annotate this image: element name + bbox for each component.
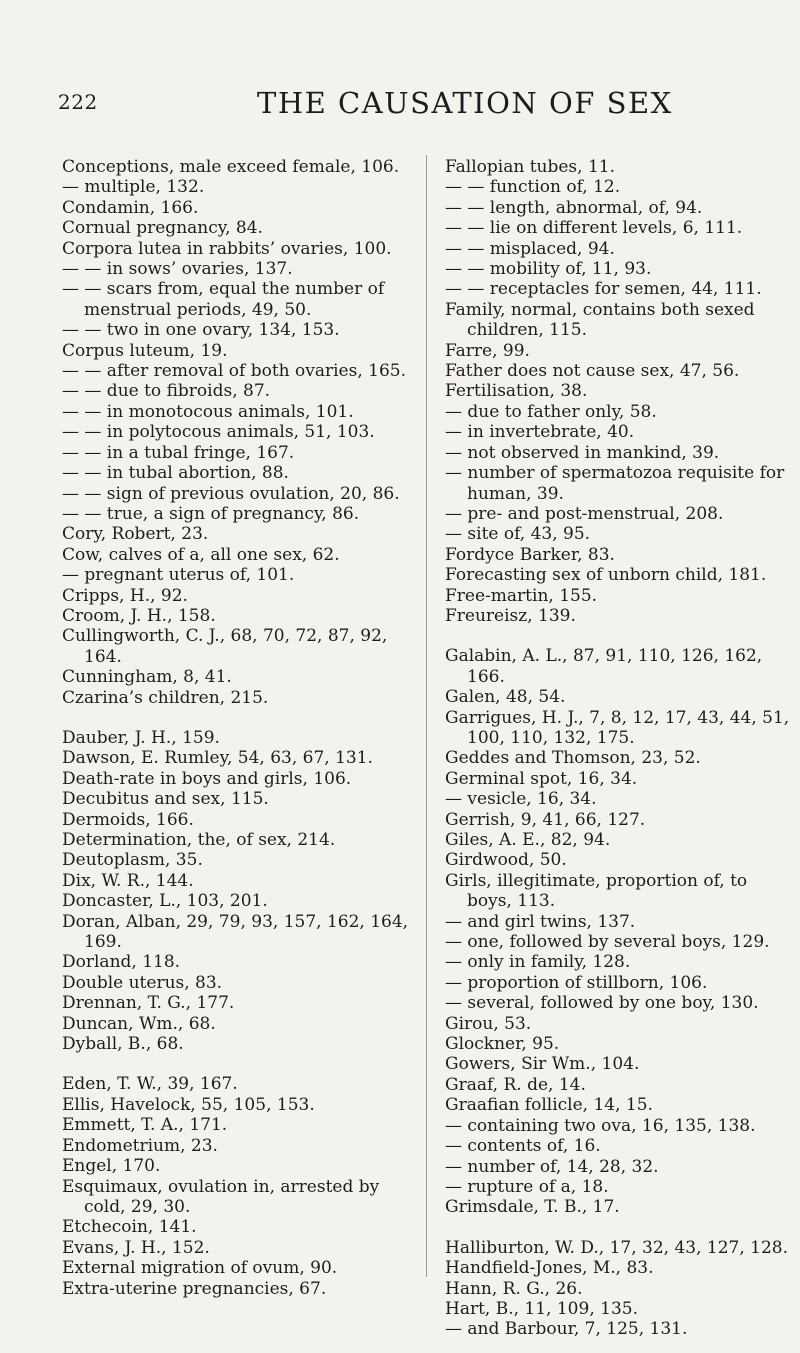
- index-entry: Gerrish, 9, 41, 66, 127.: [445, 809, 646, 830]
- index-entry: — — in tubal abortion, 88.: [62, 463, 289, 484]
- index-entry: — only in family, 128.: [445, 952, 631, 973]
- index-entry: Evans, J. H., 152.: [62, 1237, 210, 1258]
- section-gap: [62, 708, 422, 728]
- index-entry: — pregnant uterus of, 101.: [62, 565, 295, 586]
- index-entry: Giles, A. E., 82, 94.: [445, 830, 611, 850]
- index-entry: Esquimaux, ovulation in, arrested by cold, 29, 30.: [62, 1176, 380, 1217]
- index-entry: Decubitus and sex, 115.: [62, 789, 269, 810]
- index-column-left: [62, 157, 422, 1299]
- index-entry: — containing two ova, 16, 135, 138.: [445, 1115, 756, 1136]
- index-entry: Glockner, 95.: [445, 1034, 560, 1055]
- index-entry: Germinal spot, 16, 34.: [445, 768, 638, 789]
- index-entry: Emmett, T. A., 171.: [62, 1115, 228, 1136]
- index-columns: [0, 157, 800, 1340]
- index-entry: Czarina’s children, 215.: [62, 687, 269, 708]
- index-entry: Hann, R. G., 26.: [445, 1278, 583, 1299]
- index-entry: Deutoplasm, 35.: [62, 850, 203, 871]
- index-entry: — — length, abnormal, of, 94.: [445, 197, 703, 218]
- index-entry: — contents of, 16.: [445, 1136, 601, 1157]
- index-entry: — proportion of stillborn, 106.: [445, 972, 708, 993]
- index-entry: Double uterus, 83.: [62, 972, 223, 993]
- index-entry: Eden, T. W., 39, 167.: [62, 1074, 238, 1095]
- index-entry: Cunningham, 8, 41.: [62, 667, 232, 688]
- index-entry: Forecasting sex of unborn child, 181.: [445, 565, 767, 586]
- index-entry: Cripps, H., 92.: [62, 585, 188, 606]
- index-entry: Galabin, A. L., 87, 91, 110, 126, 162, 166.: [445, 646, 763, 687]
- index-entry: — — in polytocous animals, 51, 103.: [62, 422, 375, 443]
- index-entry: — multiple, 132.: [62, 177, 205, 198]
- index-entry: Galen, 48, 54.: [445, 687, 566, 708]
- index-entry: — — function of, 12.: [445, 177, 621, 198]
- index-entry: Death-rate in boys and girls, 106.: [62, 768, 352, 789]
- section-gap: [62, 1054, 422, 1074]
- index-column-right: [445, 157, 793, 1340]
- index-entry: — — sign of previous ovulation, 20, 86.: [62, 483, 400, 504]
- index-entry: Garrigues, H. J., 7, 8, 12, 17, 43, 44, 51, 100, 110, 132, 175.: [445, 707, 790, 748]
- index-entry: Graaf, R. de, 14.: [445, 1074, 586, 1095]
- index-entry: Dawson, E. Rumley, 54, 63, 67, 131.: [62, 748, 373, 769]
- index-entry: Croom, J. H., 158.: [62, 605, 216, 626]
- index-entry: Hart, B., 11, 109, 135.: [445, 1298, 638, 1319]
- index-entry: Cullingworth, C. J., 68, 70, 72, 87, 92, 164.: [62, 626, 388, 667]
- index-entry: Girdwood, 50.: [445, 850, 567, 871]
- index-entry: — number of, 14, 28, 32.: [445, 1156, 659, 1177]
- page-number: 222: [58, 90, 98, 114]
- index-entry: — rupture of a, 18.: [445, 1176, 609, 1197]
- index-entry: Doran, Alban, 29, 79, 93, 157, 162, 164, 169.: [62, 911, 409, 953]
- index-entry: Drennan, T. G., 177.: [62, 993, 235, 1014]
- index-entry: Dix, W. R., 144.: [62, 870, 194, 891]
- index-entry: — — in sows’ ovaries, 137.: [62, 259, 293, 280]
- index-entry: Fallopian tubes, 11.: [445, 157, 615, 177]
- index-entry: Dauber, J. H., 159.: [62, 727, 220, 748]
- index-entry: Free-martin, 155.: [445, 585, 598, 606]
- index-entry: External migration of ovum, 90.: [62, 1258, 338, 1279]
- index-entry: Extra-uterine pregnancies, 67.: [62, 1278, 327, 1299]
- index-entry: — — mobility of, 11, 93.: [445, 259, 652, 280]
- index-entry: Farre, 99.: [445, 340, 530, 361]
- index-entry: Endometrium, 23.: [62, 1135, 218, 1156]
- index-entry: — vesicle, 16, 34.: [445, 789, 597, 810]
- index-entry: Duncan, Wm., 68.: [62, 1013, 216, 1034]
- index-entry: — not observed in mankind, 39.: [445, 442, 720, 463]
- index-entry: — — after removal of both ovaries, 165.: [62, 361, 406, 382]
- index-entry: Doncaster, L., 103, 201.: [62, 891, 268, 912]
- index-entry: Girls, illegitimate, proportion of, to boys, 113.: [445, 870, 748, 912]
- section-gap: [445, 1218, 793, 1238]
- index-entry: — pre- and post-menstrual, 208.: [445, 503, 724, 524]
- index-entry: Handfield-Jones, M., 83.: [445, 1258, 654, 1279]
- index-entry: — due to father only, 58.: [445, 401, 657, 422]
- index-entry: Etchecoin, 141.: [62, 1217, 197, 1238]
- index-entry: Gowers, Sir Wm., 104.: [445, 1054, 640, 1075]
- index-entry: Condamin, 166.: [62, 197, 199, 218]
- index-entry: Determination, the, of sex, 214.: [62, 830, 336, 850]
- index-entry: Dermoids, 166.: [62, 809, 194, 830]
- index-entry: Conceptions, male exceed female, 106.: [62, 157, 400, 177]
- index-entry: Halliburton, W. D., 17, 32, 43, 127, 128.: [445, 1237, 789, 1258]
- running-head-title: THE CAUSATION OF SEX: [257, 86, 673, 120]
- index-entry: Fertilisation, 38.: [445, 381, 588, 402]
- index-entry: Cornual pregnancy, 84.: [62, 218, 263, 239]
- index-entry: Fordyce Barker, 83.: [445, 544, 615, 565]
- index-entry: — and girl twins, 137.: [445, 911, 636, 932]
- index-entry: Cow, calves of a, all one sex, 62.: [62, 544, 340, 565]
- index-entry: — — two in one ovary, 134, 153.: [62, 320, 340, 341]
- index-entry: Grimsdale, T. B., 17.: [445, 1197, 620, 1218]
- index-entry: Dorland, 118.: [62, 952, 181, 973]
- index-entry: — — lie on different levels, 6, 111.: [445, 218, 743, 239]
- index-entry: Graafian follicle, 14, 15.: [445, 1095, 653, 1116]
- index-entry: Engel, 170.: [62, 1156, 161, 1177]
- index-entry: — — in monotocous animals, 101.: [62, 401, 354, 422]
- index-entry: — in invertebrate, 40.: [445, 422, 635, 443]
- index-entry: — — receptacles for semen, 44, 111.: [445, 279, 762, 300]
- index-entry: Corpus luteum, 19.: [62, 340, 228, 361]
- index-entry: Girou, 53.: [445, 1013, 532, 1034]
- index-entry: Geddes and Thomson, 23, 52.: [445, 748, 701, 769]
- index-entry: — and Barbour, 7, 125, 131.: [445, 1319, 688, 1340]
- index-entry: Freureisz, 139.: [445, 605, 576, 626]
- index-entry: — — misplaced, 94.: [445, 238, 615, 259]
- index-entry: Corpora lutea in rabbits’ ovaries, 100.: [62, 238, 392, 259]
- index-entry: — site of, 43, 95.: [445, 524, 591, 545]
- page-header: [0, 86, 800, 126]
- index-entry: — — due to fibroids, 87.: [62, 381, 271, 402]
- index-entry: Family, normal, contains both sexed children, 115.: [445, 299, 755, 341]
- index-entry: — several, followed by one boy, 130.: [445, 993, 759, 1014]
- index-entry: — — true, a sign of pregnancy, 86.: [62, 503, 360, 524]
- index-entry: Cory, Robert, 23.: [62, 524, 209, 545]
- index-entry: Father does not cause sex, 47, 56.: [445, 361, 740, 382]
- index-entry: — number of spermatozoa requisite for human, 39.: [445, 463, 785, 504]
- index-entry: Ellis, Havelock, 55, 105, 153.: [62, 1094, 315, 1115]
- section-gap: [445, 626, 793, 646]
- index-entry: — — in a tubal fringe, 167.: [62, 442, 295, 463]
- index-entry: Dyball, B., 68.: [62, 1034, 184, 1055]
- index-entry: — one, followed by several boys, 129.: [445, 932, 770, 953]
- index-entry: — — scars from, equal the number of menstrual periods, 49, 50.: [62, 279, 385, 320]
